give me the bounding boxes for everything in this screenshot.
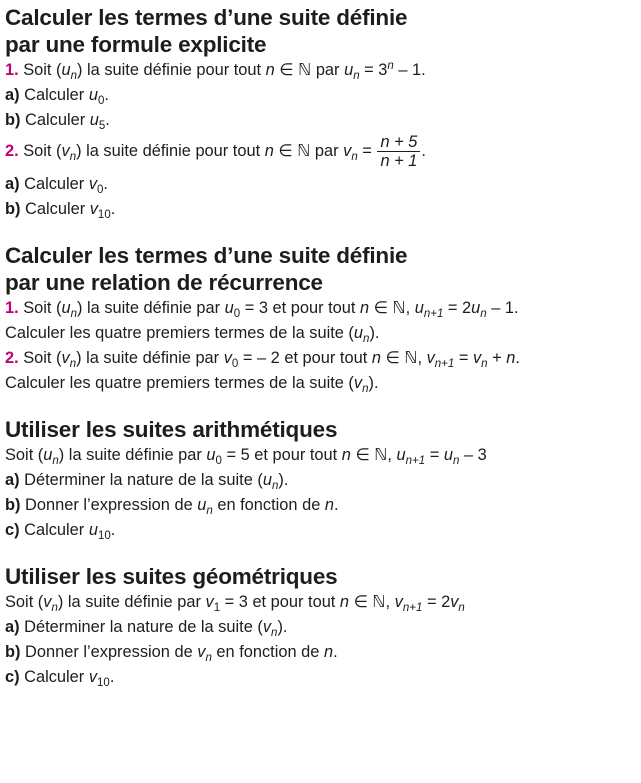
text: ∈ ℕ,: [350, 446, 397, 464]
intro: [5, 590, 641, 615]
math-sub: 0: [231, 358, 239, 370]
math-sup: n: [387, 60, 394, 72]
text: Donner l’expression de: [20, 496, 198, 514]
text: =: [357, 141, 377, 160]
math-sub: 0: [97, 95, 105, 107]
question-1: [5, 58, 641, 83]
math-sub: n: [70, 70, 78, 82]
text: = 5 et pour tout: [221, 446, 342, 464]
sub-question-label: b): [5, 111, 21, 129]
text: = 2: [443, 299, 472, 317]
text: Calculer: [19, 86, 89, 104]
text: ) la suite définie pour tout: [76, 141, 265, 160]
text: Soit (: [18, 141, 62, 160]
intro: [5, 443, 641, 468]
math-sub: n+1: [423, 308, 444, 320]
math-sub: n: [52, 455, 59, 467]
text: ) la suite définie par: [57, 593, 206, 611]
math-var: n: [341, 446, 351, 464]
math-sub: n: [70, 308, 78, 320]
section-title: [5, 4, 641, 58]
math-var: v: [450, 593, 459, 611]
text: Soit (: [18, 349, 62, 367]
section-title-line-2: par une formule explicite: [5, 32, 267, 57]
math-sub: 0: [215, 455, 222, 467]
text: ).: [277, 618, 288, 636]
math-sub: n: [69, 150, 77, 163]
math-var: u: [197, 496, 207, 514]
text: .: [103, 175, 108, 193]
sub-question-label: b): [5, 200, 21, 218]
math-sub: n+1: [405, 455, 426, 467]
math-var: v: [89, 200, 98, 218]
text: .: [421, 141, 426, 160]
text: Calculer les quatre premiers termes de la suite (: [5, 324, 354, 342]
fraction-denominator: n + 1: [380, 152, 418, 170]
math-var: n: [339, 593, 350, 611]
math-var: u: [344, 61, 354, 79]
text: ) la suite définie pour tout: [77, 61, 266, 79]
sub-question-label: a): [5, 86, 20, 104]
math-sub: n: [362, 383, 369, 395]
math-var: n: [323, 643, 334, 661]
text: Calculer: [19, 175, 89, 193]
text: – 1.: [486, 299, 519, 317]
math-var: v: [61, 141, 70, 160]
text: .: [109, 668, 115, 686]
text: Calculer: [19, 521, 89, 539]
question-a: [5, 615, 641, 640]
math-var: n: [359, 299, 370, 317]
text: .: [333, 643, 338, 661]
text: ).: [278, 471, 289, 489]
text: Soit (: [18, 299, 62, 317]
question-number: 2.: [5, 349, 19, 367]
text: ∈ ℕ,: [349, 593, 395, 611]
text: – 1.: [393, 61, 426, 79]
math-var: u: [443, 446, 453, 464]
text: +: [487, 349, 507, 367]
text: ) la suite définie par: [76, 349, 224, 367]
fraction: [377, 133, 420, 170]
math-var: v: [88, 668, 98, 686]
text: .: [104, 86, 109, 104]
question-number: 1.: [5, 299, 19, 317]
math-var: v: [472, 349, 482, 367]
question-b: [5, 640, 641, 665]
question-1a: [5, 83, 641, 108]
math-sub: 0: [97, 184, 104, 196]
text: =: [425, 446, 444, 464]
math-var: n: [324, 496, 334, 514]
math-var: n: [371, 349, 381, 367]
text: .: [110, 200, 116, 218]
math-sub: 10: [97, 677, 110, 689]
text: ∈ ℕ,: [369, 299, 415, 317]
math-sub: n: [452, 455, 460, 467]
text: ).: [368, 374, 379, 392]
sub-question-label: c): [5, 521, 20, 539]
section-explicit-formula: [5, 4, 641, 222]
math-var: v: [394, 593, 403, 611]
math-var: u: [353, 324, 364, 342]
question-2b: [5, 197, 641, 222]
math-var: u: [61, 299, 71, 317]
math-sub: n: [51, 602, 58, 614]
text: Calculer les quatre premiers termes de la suite (: [5, 374, 354, 392]
text: = 3 et pour tout: [240, 299, 360, 317]
section-title-line-2: par une relation de récurrence: [5, 270, 323, 295]
question-2-instruction: [5, 371, 641, 396]
math-var: u: [88, 86, 98, 104]
text: = 2: [422, 593, 451, 611]
math-var: u: [414, 299, 424, 317]
text: ∈ ℕ par: [273, 141, 344, 160]
math-var: v: [223, 349, 232, 367]
math-var: v: [61, 349, 70, 367]
math-var: v: [88, 175, 98, 193]
text: ) la suite définie par: [77, 299, 225, 317]
math-sub: 10: [97, 209, 111, 221]
math-sub: n: [205, 652, 212, 664]
math-var: n: [264, 141, 274, 160]
question-number: 1.: [5, 61, 19, 79]
sub-question-label: b): [5, 496, 21, 514]
text: Déterminer la nature de la suite (: [19, 618, 263, 636]
math-sub: n: [481, 358, 488, 370]
question-a: [5, 468, 641, 493]
text: ).: [369, 324, 380, 342]
section-title: Utiliser les suites arithmétiques: [5, 417, 338, 442]
math-var: n: [265, 61, 275, 79]
section-geometric: [5, 563, 641, 690]
question-1-instruction: [5, 321, 641, 346]
section-title-line-1: Calculer les termes d’une suite définie: [5, 5, 408, 30]
math-var: u: [224, 299, 234, 317]
section-recurrence: [5, 242, 641, 396]
text: Calculer: [20, 111, 90, 129]
section-title: [5, 242, 641, 296]
text: en fonction de: [212, 496, 325, 514]
text: .: [110, 521, 116, 539]
text: ∈ ℕ par: [274, 61, 345, 79]
sub-question-label: a): [5, 618, 20, 636]
fraction-numerator: n + 5: [377, 133, 420, 152]
math-sub: 1: [213, 602, 221, 614]
math-var: u: [396, 446, 406, 464]
question-c: [5, 518, 641, 543]
text: .: [334, 496, 339, 514]
text: = 3: [359, 61, 388, 79]
text: = – 2 et pour tout: [238, 349, 372, 367]
math-sub: n: [271, 480, 279, 492]
section-title: Utiliser les suites géométriques: [5, 564, 338, 589]
math-var: v: [426, 349, 435, 367]
text: = 3 et pour tout: [220, 593, 340, 611]
math-sub: 10: [97, 530, 111, 542]
math-var: u: [61, 61, 71, 79]
text: Donner l’expression de: [20, 643, 198, 661]
text: Soit (: [18, 61, 62, 79]
math-var: v: [262, 618, 272, 636]
section-arithmetic: [5, 416, 641, 543]
math-var: n: [506, 349, 516, 367]
text: Calculer: [20, 200, 90, 218]
math-sub: n: [480, 308, 487, 320]
math-sub: n: [458, 602, 465, 614]
section-title-line-1: Calculer les termes d’une suite définie: [5, 243, 408, 268]
math-sub: n: [351, 150, 358, 163]
math-sub: 0: [233, 308, 241, 320]
math-sub: n: [363, 333, 370, 345]
math-var: u: [471, 299, 481, 317]
math-sub: n: [271, 627, 278, 639]
text: Déterminer la nature de la suite (: [19, 471, 263, 489]
math-var: v: [343, 141, 352, 160]
math-var: u: [262, 471, 272, 489]
math-sub: n+1: [434, 358, 455, 370]
sub-question-label: b): [5, 643, 21, 661]
text: ) la suite définie par: [58, 446, 207, 464]
math-sub: n: [353, 70, 360, 82]
math-var: v: [43, 593, 52, 611]
text: .: [515, 349, 520, 367]
sub-question-label: a): [5, 471, 20, 489]
math-var: v: [205, 593, 214, 611]
text: =: [454, 349, 473, 367]
question-c: [5, 665, 641, 690]
question-1b: [5, 108, 641, 133]
text: Calculer: [19, 668, 89, 686]
text: ∈ ℕ,: [380, 349, 427, 367]
question-2: [5, 346, 641, 371]
text: Soit (: [5, 593, 44, 611]
question-2: [5, 133, 641, 170]
text: .: [105, 111, 110, 129]
math-var: u: [89, 111, 99, 129]
text: Soit (: [5, 446, 44, 464]
math-var: u: [206, 446, 216, 464]
math-sub: n: [69, 358, 77, 370]
math-sub: n+1: [402, 602, 423, 614]
math-sub: n: [206, 505, 213, 517]
math-var: v: [197, 643, 206, 661]
question-1: [5, 296, 641, 321]
text: – 3: [459, 446, 487, 464]
question-2a: [5, 172, 641, 197]
math-var: u: [43, 446, 53, 464]
math-sub: 5: [98, 120, 106, 132]
sub-question-label: c): [5, 668, 20, 686]
math-var: v: [353, 374, 363, 392]
text: en fonction de: [211, 643, 324, 661]
question-number: 2.: [5, 141, 19, 160]
sub-question-label: a): [5, 175, 20, 193]
question-b: [5, 493, 641, 518]
math-var: u: [88, 521, 98, 539]
